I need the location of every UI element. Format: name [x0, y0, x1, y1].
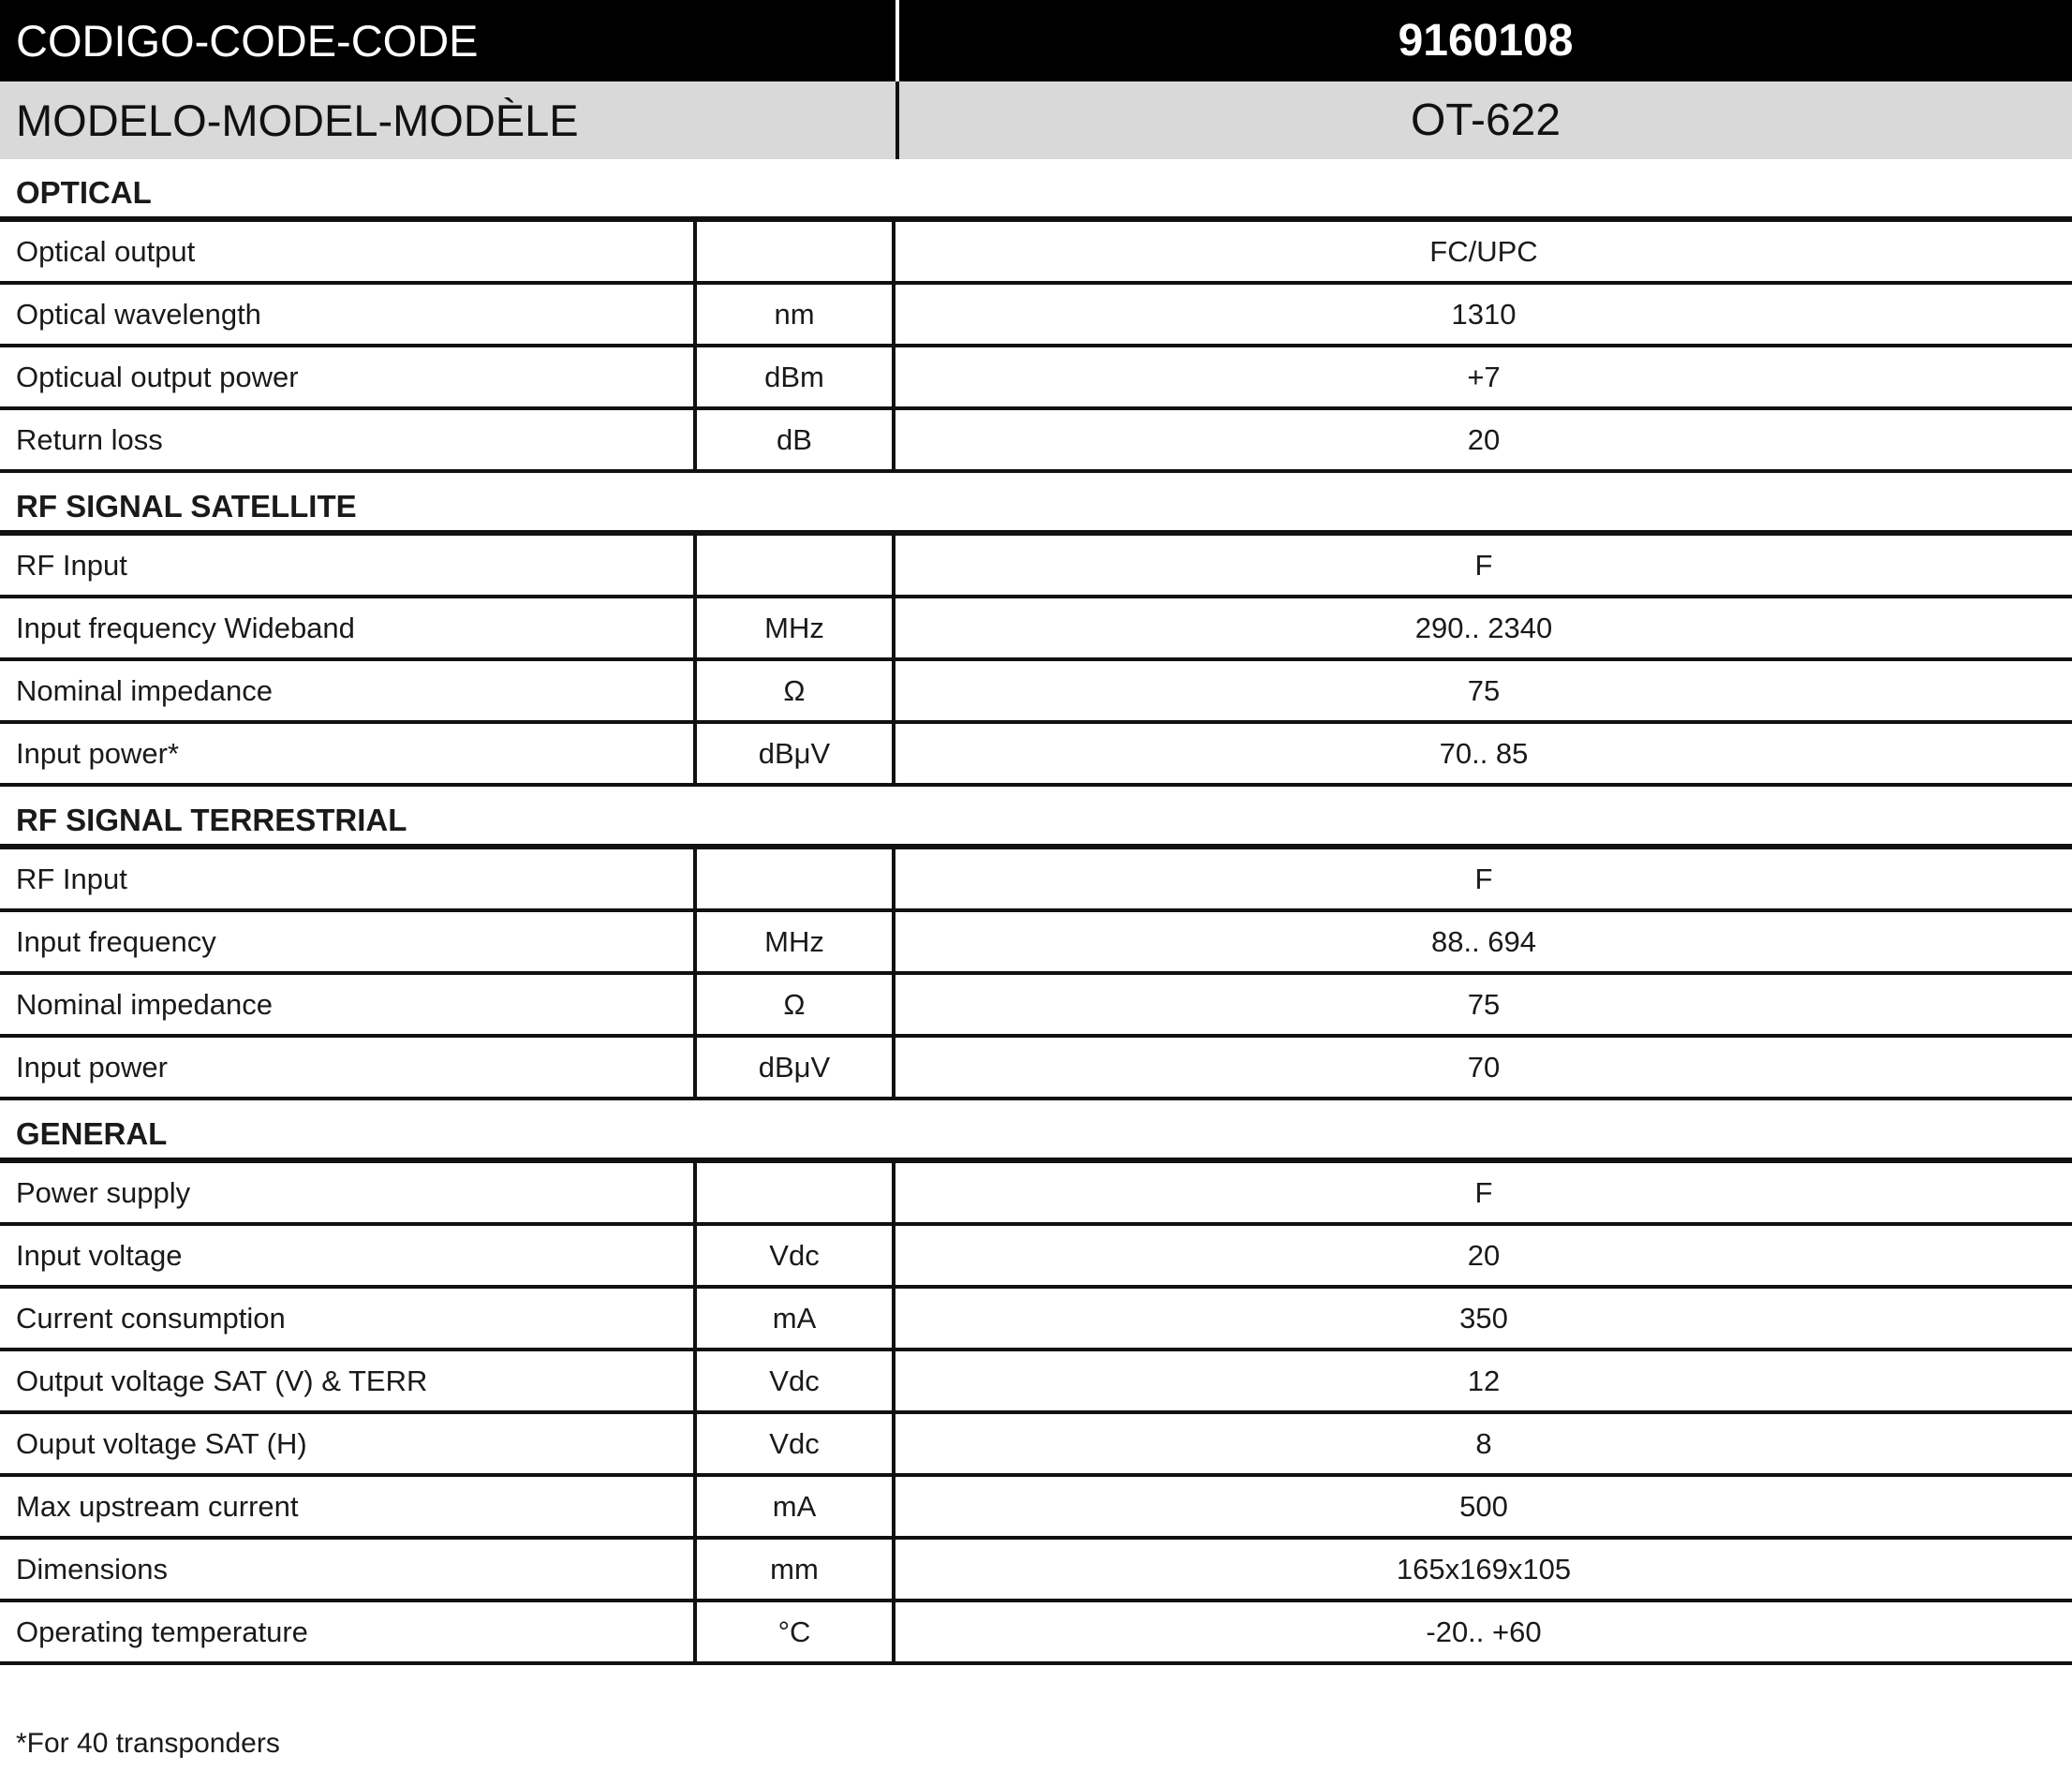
unit-cell: dBm — [697, 347, 895, 406]
spec-table — [0, 159, 2072, 1665]
model-row — [0, 81, 2072, 159]
table-row — [0, 912, 2072, 975]
unit-cell: Vdc — [697, 1414, 895, 1473]
table-row — [0, 1289, 2072, 1351]
section-header: OPTICAL — [0, 159, 2072, 222]
model-label: MODELO-MODEL-MODÈLE — [16, 96, 579, 145]
value-cell: 88.. 694 — [1430, 924, 1537, 958]
section-header: RF SIGNAL SATELLITE — [0, 473, 2072, 536]
table-row — [0, 347, 2072, 410]
unit-cell: dB — [697, 410, 895, 469]
unit-cell — [697, 849, 895, 908]
table-row — [0, 536, 2072, 598]
table-row — [0, 1602, 2072, 1665]
parameter-cell: Nominal impedance — [0, 661, 697, 720]
parameter-cell: Optical output — [0, 222, 697, 281]
parameter-cell: Input frequency Wideband — [0, 598, 697, 657]
table-row — [0, 1226, 2072, 1289]
parameter-cell: Input power* — [0, 724, 697, 783]
table-row — [0, 1163, 2072, 1226]
unit-cell: dBμV — [697, 724, 895, 783]
table-row — [0, 410, 2072, 473]
table-row — [0, 1038, 2072, 1100]
unit-cell: °C — [697, 1602, 895, 1661]
value-cell: +7 — [1467, 360, 1501, 393]
parameter-cell: Opticual output power — [0, 347, 697, 406]
value-cell: 75 — [1467, 673, 1501, 707]
parameter-cell: Max upstream current — [0, 1477, 697, 1536]
table-row — [0, 222, 2072, 285]
code-label: CODIGO-CODE-CODE — [16, 16, 479, 66]
value-cell: 70.. 85 — [1439, 736, 1529, 770]
table-row — [0, 1414, 2072, 1477]
unit-cell: MHz — [697, 598, 895, 657]
table-row — [0, 598, 2072, 661]
value-cell: 165x169x105 — [1396, 1552, 1572, 1586]
code-value: 9160108 — [895, 0, 2072, 81]
unit-cell — [697, 222, 895, 281]
value-cell: 20 — [1467, 1238, 1501, 1272]
unit-cell: dBμV — [697, 1038, 895, 1097]
section-header: RF SIGNAL TERRESTRIAL — [0, 787, 2072, 849]
value-cell: 500 — [1459, 1489, 1508, 1523]
unit-cell: mA — [697, 1477, 895, 1536]
model-value: OT-622 — [895, 81, 2072, 159]
value-cell: -20.. +60 — [1426, 1615, 1542, 1648]
value-cell: 1310 — [1451, 297, 1517, 331]
value-cell: FC/UPC — [1429, 234, 1538, 268]
value-cell: 20 — [1467, 422, 1501, 456]
unit-cell: MHz — [697, 912, 895, 971]
unit-cell: Vdc — [697, 1226, 895, 1285]
value-cell: 75 — [1467, 987, 1501, 1021]
parameter-cell: Output voltage SAT (V) & TERR — [0, 1351, 697, 1410]
unit-cell: Vdc — [697, 1351, 895, 1410]
parameter-cell: Operating temperature — [0, 1602, 697, 1661]
value-cell: 70 — [1467, 1050, 1501, 1084]
value-cell: F — [1474, 862, 1493, 895]
value-cell: F — [1474, 548, 1493, 582]
parameter-cell: RF Input — [0, 849, 697, 908]
section-header: GENERAL — [0, 1100, 2072, 1163]
parameter-cell: Return loss — [0, 410, 697, 469]
parameter-cell: Input voltage — [0, 1226, 697, 1285]
code-row — [0, 0, 2072, 81]
parameter-cell: RF Input — [0, 536, 697, 595]
table-row — [0, 849, 2072, 912]
parameter-cell: Power supply — [0, 1163, 697, 1222]
table-row — [0, 1540, 2072, 1602]
parameter-cell: Input frequency — [0, 912, 697, 971]
unit-cell: Ω — [697, 661, 895, 720]
unit-cell: Ω — [697, 975, 895, 1034]
table-row — [0, 661, 2072, 724]
parameter-cell: Dimensions — [0, 1540, 697, 1599]
value-cell: 8 — [1475, 1426, 1492, 1460]
parameter-cell: Ouput voltage SAT (H) — [0, 1414, 697, 1473]
table-row — [0, 1351, 2072, 1414]
value-cell: F — [1474, 1175, 1493, 1209]
unit-cell — [697, 536, 895, 595]
unit-cell: mA — [697, 1289, 895, 1348]
footnote: *For 40 transponders — [16, 1728, 280, 1759]
parameter-cell: Current consumption — [0, 1289, 697, 1348]
unit-cell — [697, 1163, 895, 1222]
parameter-cell: Input power — [0, 1038, 697, 1097]
value-cell: 290.. 2340 — [1414, 611, 1553, 644]
parameter-cell: Nominal impedance — [0, 975, 697, 1034]
unit-cell: nm — [697, 285, 895, 344]
value-cell: 12 — [1467, 1364, 1501, 1397]
unit-cell: mm — [697, 1540, 895, 1599]
table-row — [0, 724, 2072, 787]
table-row — [0, 1477, 2072, 1540]
table-row — [0, 975, 2072, 1038]
parameter-cell: Optical wavelength — [0, 285, 697, 344]
table-row — [0, 285, 2072, 347]
value-cell: 350 — [1459, 1301, 1508, 1335]
